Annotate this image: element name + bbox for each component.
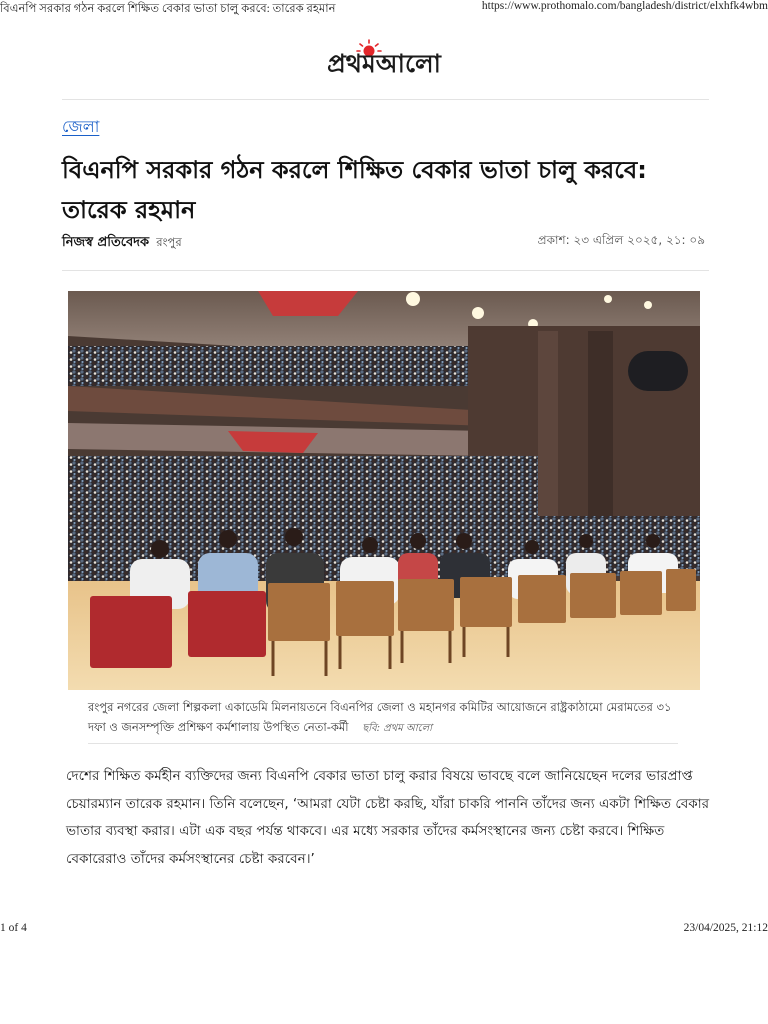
prothom-alo-logo (299, 38, 469, 78)
caption-text: রংপুর নগরের জেলা শিল্পকলা একাডেমি মিলনায়তনে বিএনপির জেলা ও মহানগর কমিটির আয়োজনে রাষ্ট্রকাঠামো মেরামতের ৩১ দফা ও জনসম্পৃক্তি প্রশিক্ষণ কর্মশালায় উপস্থিত নেতা-কর্মী (88, 700, 672, 734)
caption-divider (88, 743, 678, 744)
photo-credit: ছবি: প্রথম আলো (362, 723, 432, 734)
print-header (0, 0, 768, 14)
print-url[interactable]: https://www.prothomalo.com/bangladesh/district/elxhfk4wbm (481, 0, 768, 12)
header-divider (62, 99, 709, 100)
photo-caption (88, 697, 688, 739)
logo-wordmark: প্রথমআলো (327, 49, 441, 78)
publish-date: প্রকাশ: ২৩ এপ্রিল ২০২৫, ২১: ০৯ (537, 233, 705, 247)
print-doc-title: বিএনপি সরকার গঠন করলে শিক্ষিত বেকার ভাতা চালু করবে: তারেক রহমান (0, 3, 336, 15)
byline-divider (62, 270, 709, 271)
site-logo[interactable] (0, 38, 768, 78)
article-photo (68, 291, 700, 690)
author-location: রংপুর (156, 235, 182, 249)
author-name[interactable]: নিজস্ব প্রতিবেদক (62, 235, 150, 250)
section-link-district[interactable]: জেলা (62, 117, 100, 136)
byline (62, 233, 182, 254)
article-headline: বিএনপি সরকার গঠন করলে শিক্ষিত বেকার ভাতা চালু করবে: তারেক রহমান (62, 156, 647, 224)
print-datetime: 23/04/2025, 21:12 (683, 922, 768, 934)
article-body-paragraph: দেশের শিক্ষিত কর্মহীন ব্যক্তিদের জন্য বিএনপি বেকার ভাতা চালু করার বিষয়ে ভাবছে বলে জানিয়েছেন দলের ভারপ্রাপ্ত চেয়ারম্যান তারেক রহমান। তিনি বলেছেন, ‘আমরা যেটা চেষ্টা করছি, যাঁরা চাকরি পাননি তাঁদের জন্য একটা শিক্ষিত বেকার ভাতার ব্যবস্থা করার। এটা এক বছর পর্যন্ত থাকবে। এর মধ্যে সরকার তাঁদের কর্মসংস্থানের জন্য চেষ্টা করবে। শিক্ষিত বেকারেরাও তাঁদের কর্মসংস্থানের চেষ্টা করবেন।’ (66, 768, 710, 867)
print-page-number: 1 of 4 (0, 922, 27, 934)
auditorium-photo-illustration (68, 291, 700, 690)
